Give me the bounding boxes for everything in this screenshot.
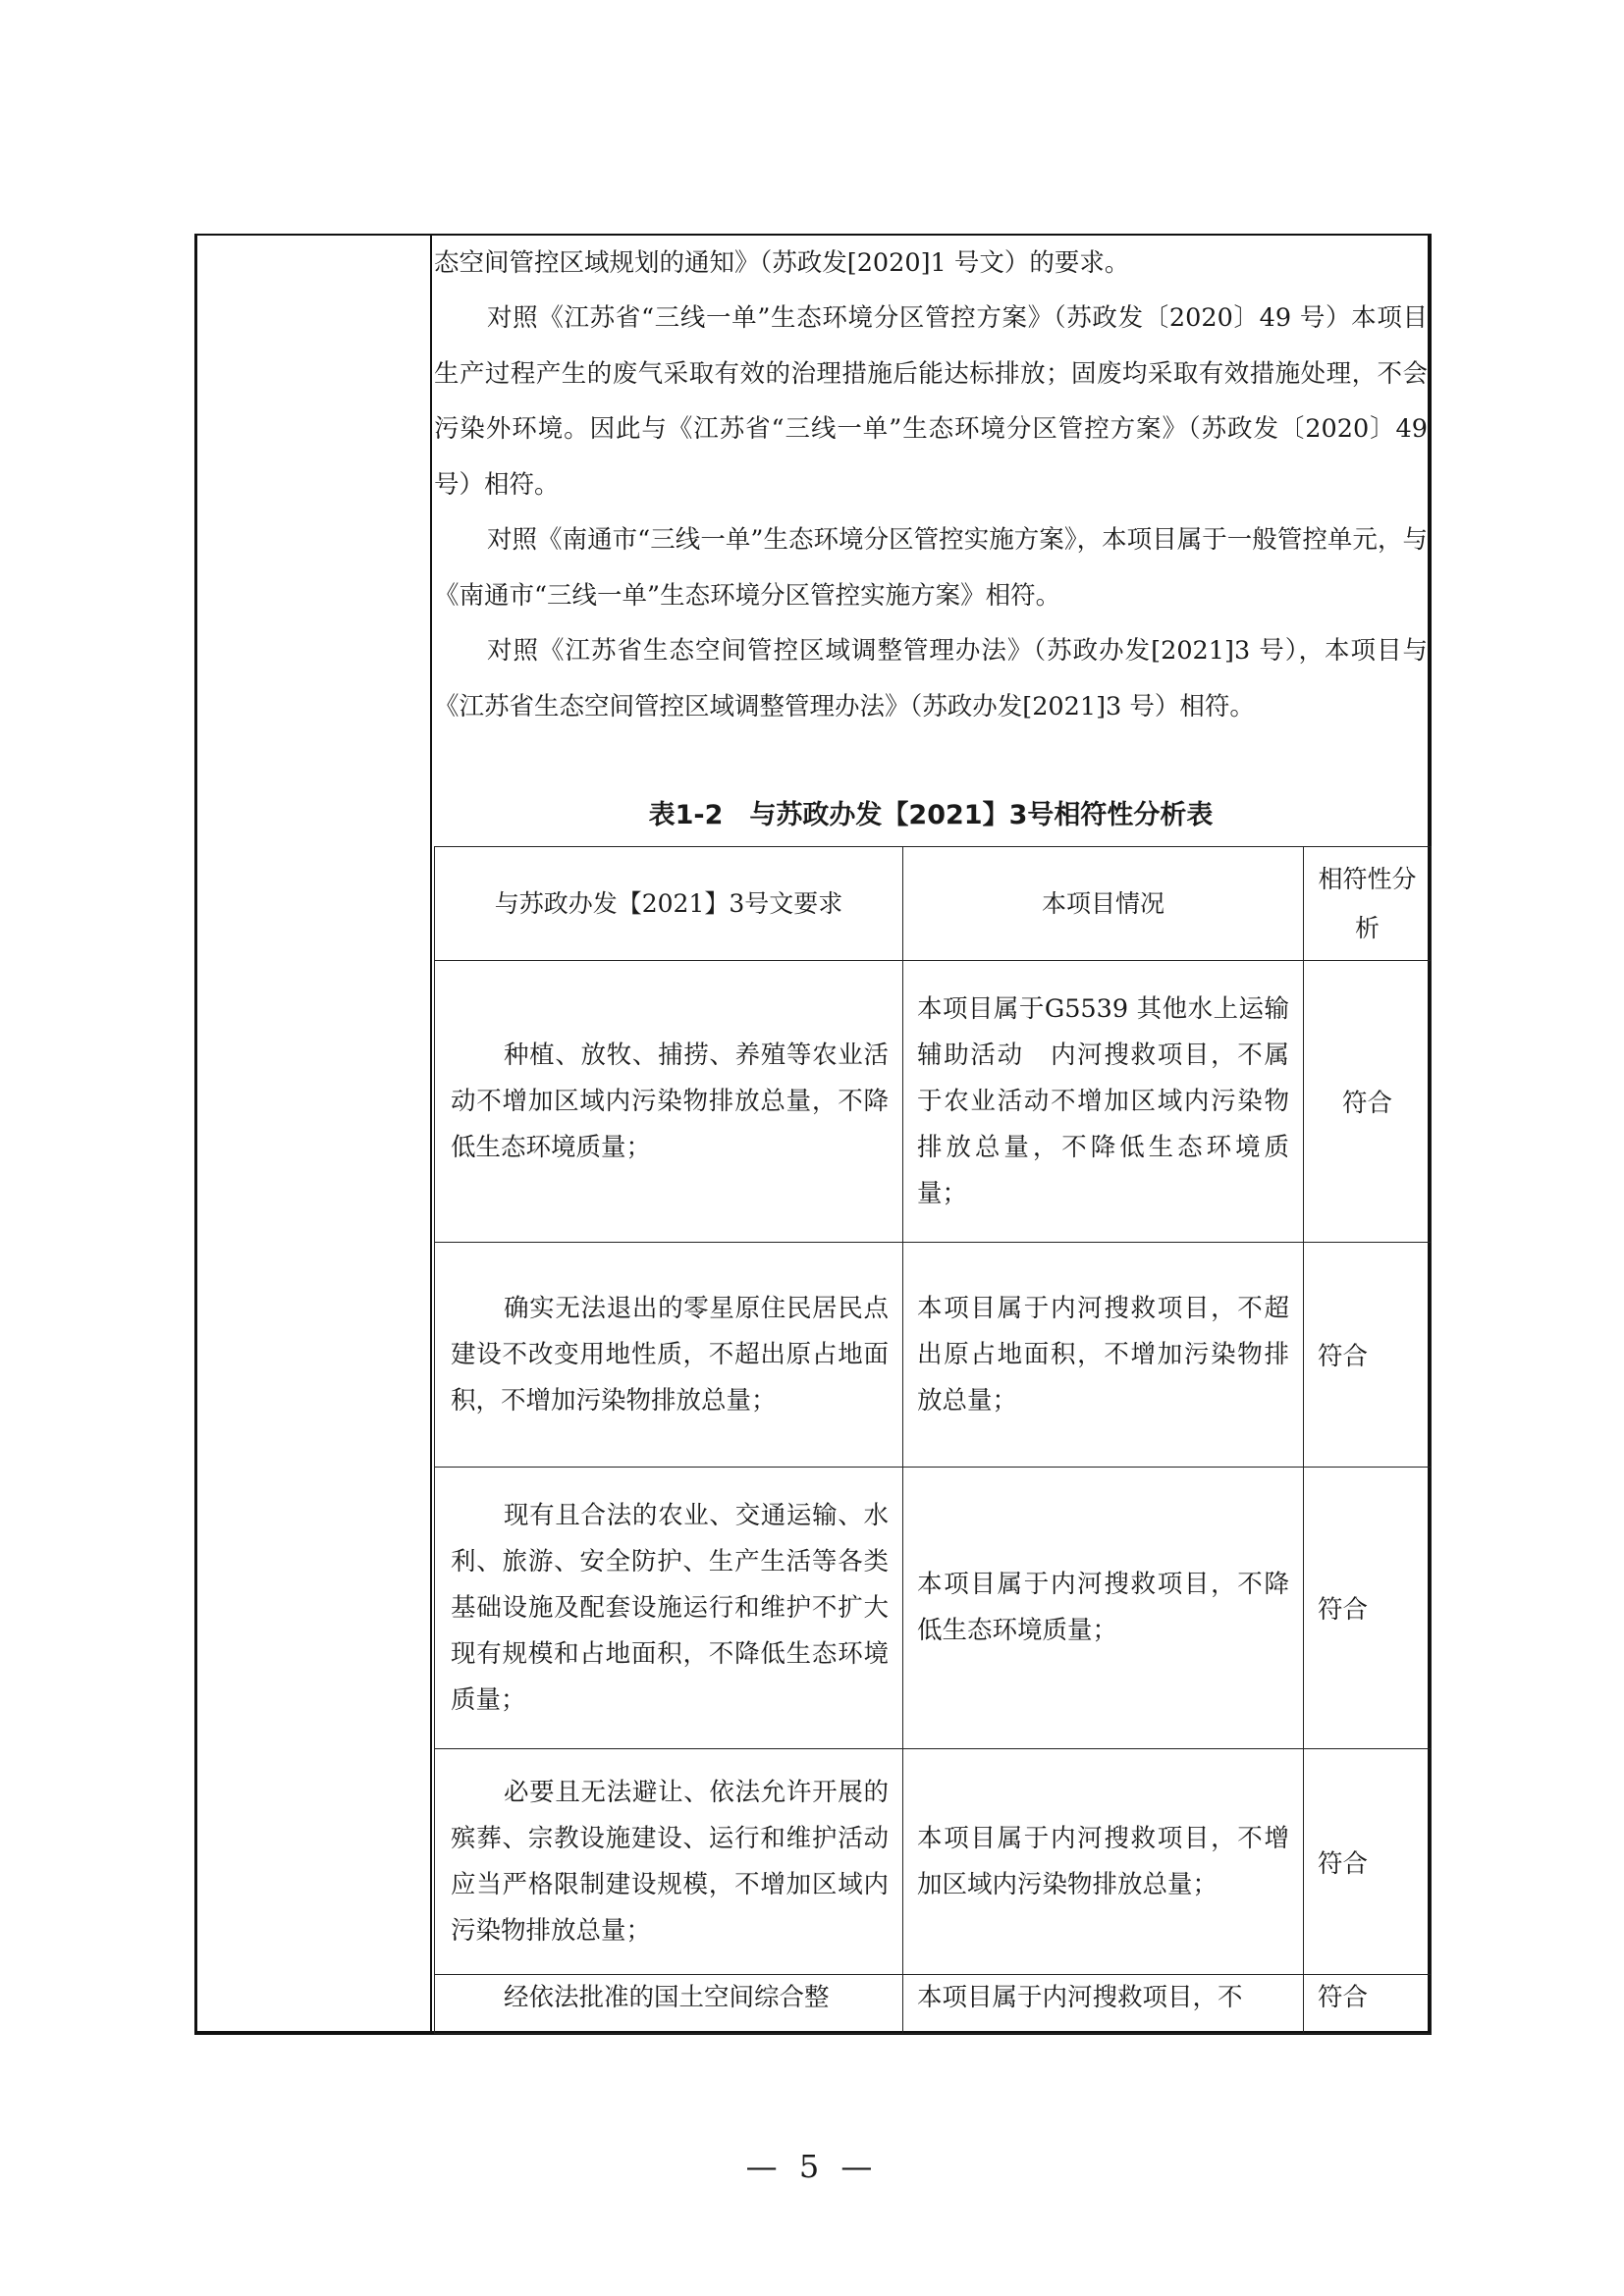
table-row (435, 1243, 1432, 1468)
requirement-cell: 种植、放牧、捕捞、养殖等农业活动不增加区域内污染物排放总量，不降低生态环境质量； (435, 961, 903, 1243)
header-requirement: 与苏政办发【2021】3号文要求 (435, 847, 903, 961)
situation-cell: 本项目属于G5539 其他水上运输辅助活动 内河搜救项目，不属于农业活动不增加区域内污染物排放总量，不降低生态环境质量； (903, 961, 1304, 1243)
requirement-cell: 现有且合法的农业、交通运输、水利、旅游、安全防护、生产生活等各类基础设施及配套设施运行和维护不扩大现有规模和占地面积，不降低生态环境质量； (435, 1468, 903, 1749)
situation-cell: 本项目属于内河搜救项目，不增加区域内污染物排放总量； (903, 1749, 1304, 1975)
paragraph-jiangsu-sanxian: 对照《江苏省“三线一单”生态环境分区管控方案》（苏政发〔2020〕49 号）本项目生产过程产生的废气采取有效的治理措施后能达标排放；固废均采取有效措施处理，不会污染外环境。因此与《江苏省“三线一单”生态环境分区管控方案》（苏政发〔2020〕49 号）相符。 (434, 303, 1428, 500)
requirement-cell: 确实无法退出的零星原住民居民点建设不改变用地性质，不超出原占地面积，不增加污染物排放总量； (435, 1243, 903, 1468)
form-table-frame (194, 234, 1432, 2035)
table-row (435, 1975, 1432, 2034)
paragraph-ecological-space: 对照《江苏省生态空间管控区域调整管理办法》（苏政办发[2021]3 号），本项目与《江苏省生态空间管控区域调整管理办法》（苏政办发[2021]3 号）相符。 (434, 636, 1428, 721)
header-situation: 本项目情况 (903, 847, 1304, 961)
table-header-row (435, 847, 1432, 961)
analysis-cell: 符合 (1304, 1975, 1432, 2034)
table-title: 表1-2 与苏政办发【2021】3号相符性分析表 (648, 800, 1214, 830)
paragraph-nantong-sanxian: 对照《南通市“三线一单”生态环境分区管控实施方案》，本项目属于一般管控单元，与《南通市“三线一单”生态环境分区管控实施方案》相符。 (434, 525, 1428, 611)
content-column (434, 236, 1428, 2031)
analysis-cell: 符合 (1304, 1468, 1432, 1749)
left-label-column (197, 236, 432, 2031)
table-row (435, 961, 1432, 1243)
analysis-cell: 符合 (1304, 1749, 1432, 1975)
situation-cell: 本项目属于内河搜救项目，不 (903, 1975, 1304, 2034)
analysis-cell: 符合 (1304, 1243, 1432, 1468)
requirement-cell: 经依法批准的国土空间综合整 (435, 1975, 903, 2034)
paragraph-continuation: 态空间管控区域规划的通知》（苏政发[2020]1 号文）的要求。 (434, 248, 1130, 278)
page-number: — 5 — (745, 2148, 879, 2185)
table-row (435, 1468, 1432, 1749)
situation-cell: 本项目属于内河搜救项目，不降低生态环境质量； (903, 1468, 1304, 1749)
header-analysis: 相符性分析 (1304, 847, 1432, 961)
analysis-cell: 符合 (1304, 961, 1432, 1243)
table-row (435, 1749, 1432, 1975)
situation-cell: 本项目属于内河搜救项目，不超出原占地面积，不增加污染物排放总量； (903, 1243, 1304, 1468)
requirement-cell: 必要且无法避让、依法允许开展的殡葬、宗教设施建设、运行和维护活动应当严格限制建设规模，不增加区域内污染物排放总量； (435, 1749, 903, 1975)
compliance-table (434, 846, 1432, 2034)
